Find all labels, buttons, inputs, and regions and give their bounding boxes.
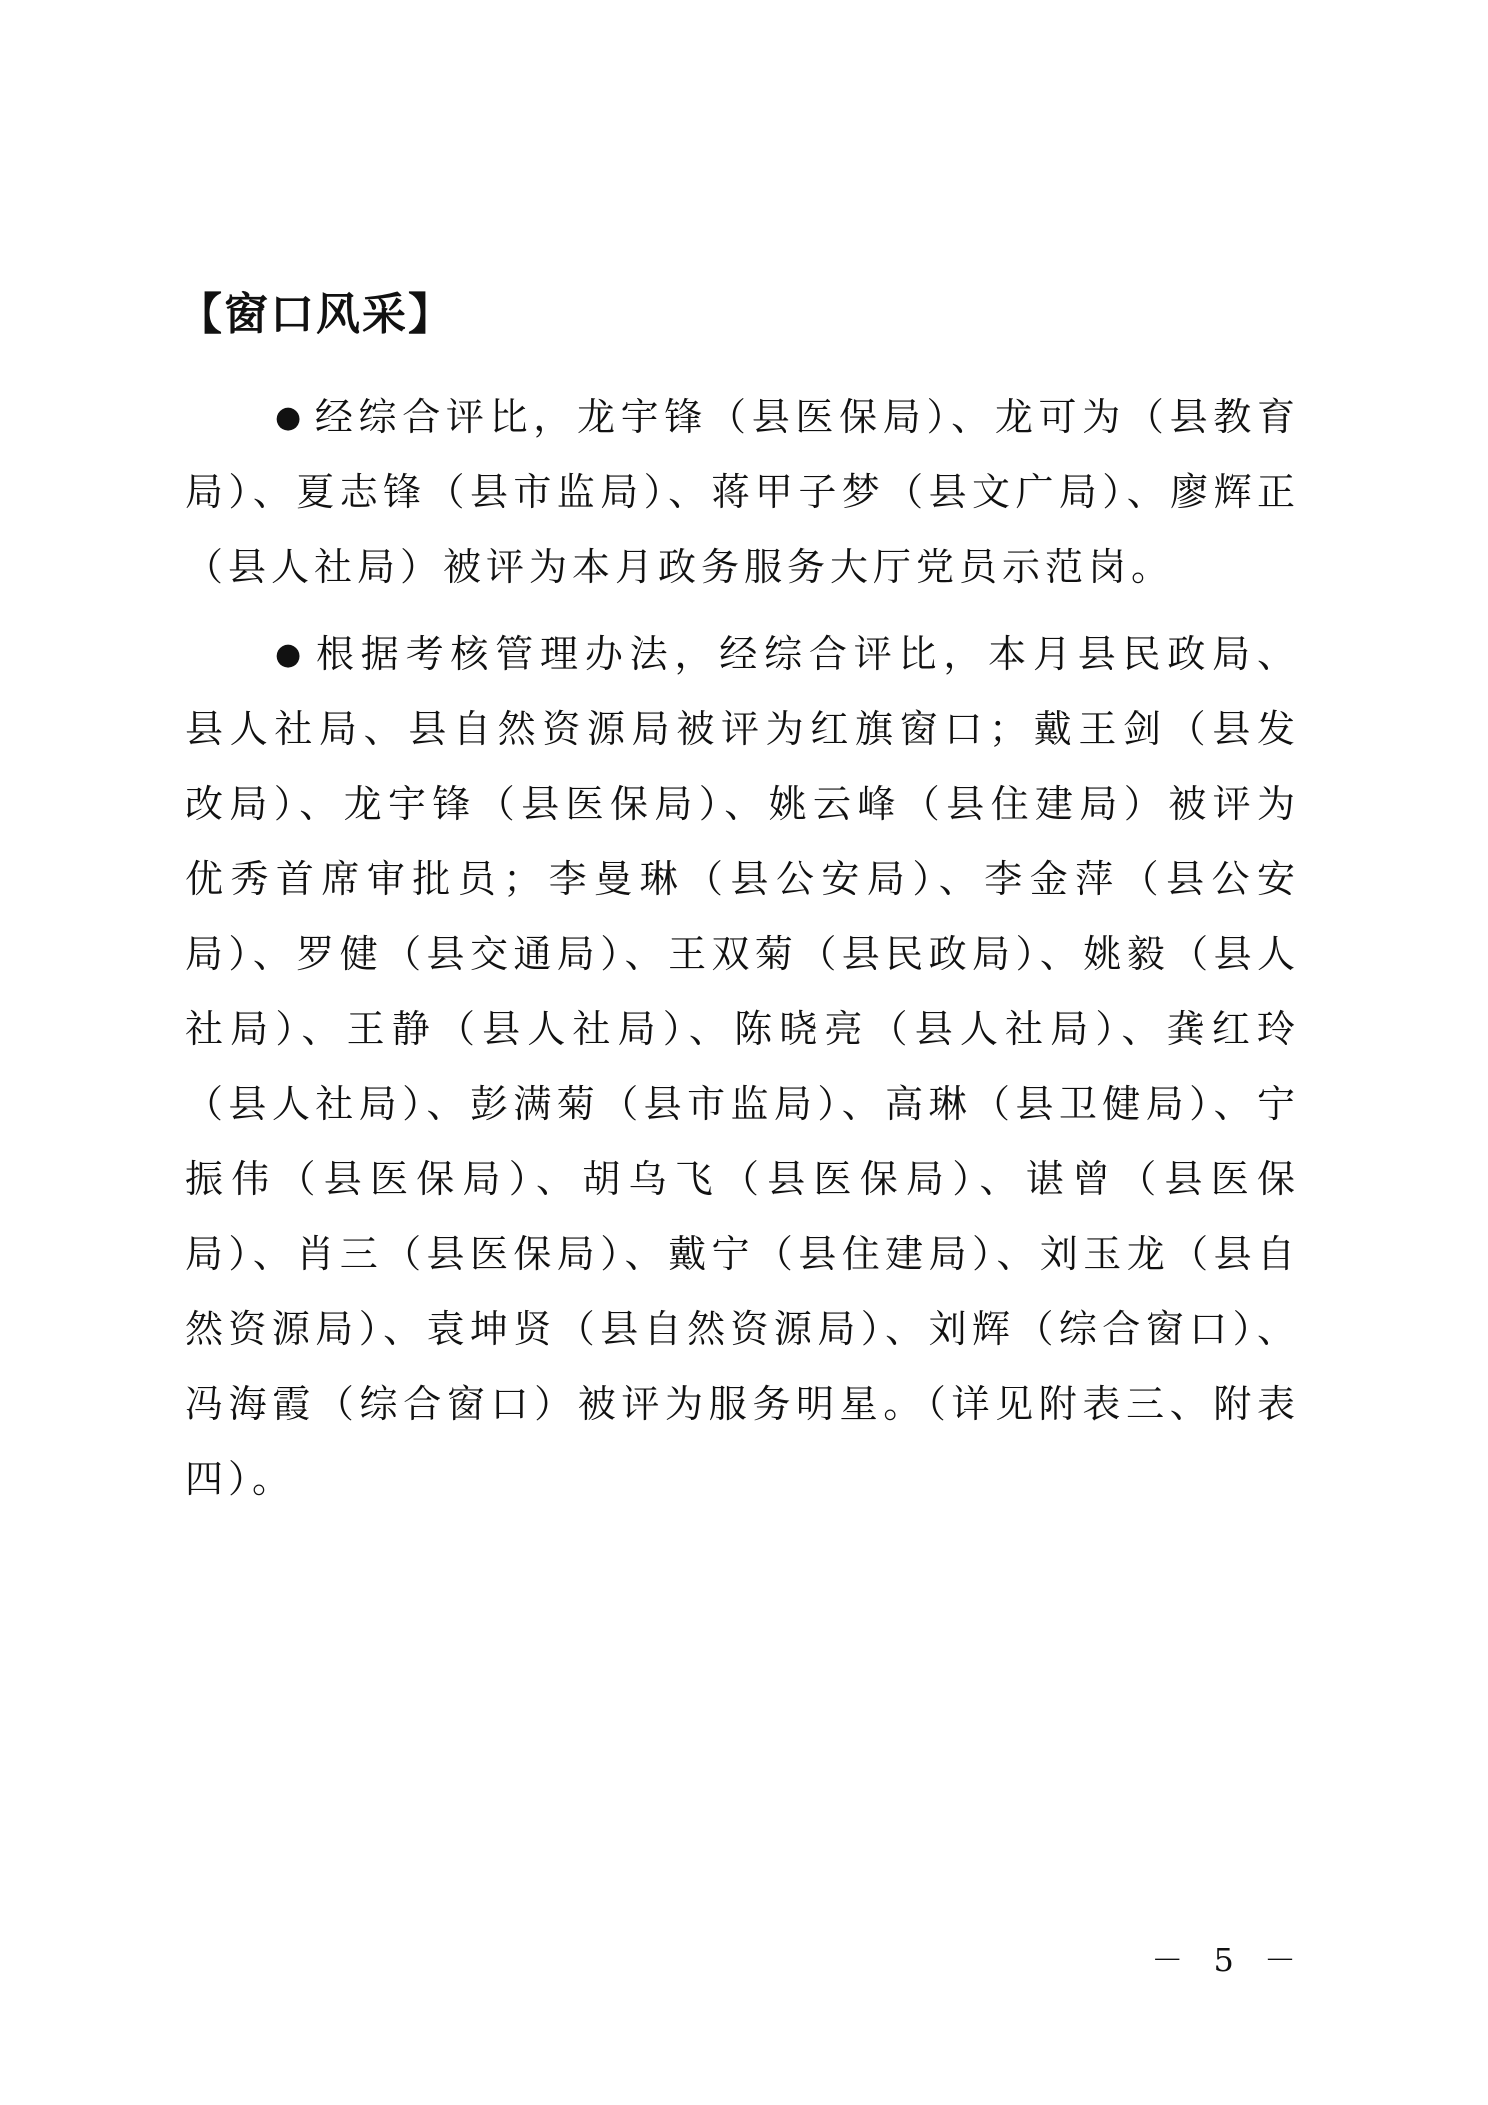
paragraph-red-flag-windows [185,617,1300,1517]
paragraph-party-member-posts [185,380,1300,605]
paragraph-text: 根据考核管理办法，经综合评比，本月县民政局、县人社局、县自然资源局被评为红旗窗口；戴王剑（县发改局）、龙宇锋（县医保局）、姚云峰（县住建局）被评为优秀首席审批员；李曼琳（县公安局）、李金萍（县公安局）、罗健（县交通局）、王双菊（县民政局）、姚毅（县人社局）、王静（县人社局）、陈晓亮（县人社局）、龚红玲（县人社局）、彭满菊（县市监局）、高琳（县卫健局）、宁振伟（县医保局）、胡乌飞（县医保局）、谌曾（县医保局）、肖三（县医保局）、戴宁（县住建局）、刘玉龙（县自然资源局）、袁坤贤（县自然资源局）、刘辉（综合窗口）、冯海霞（综合窗口）被评为服务明星。（详见附表三、附表四）。 [185,632,1300,1501]
page-number: － 5 － [1151,1941,1306,1979]
section-title: 【窗口风采】 [178,289,454,340]
paragraph-text: 经综合评比，龙宇锋（县医保局）、龙可为（县教育局）、夏志锋（县市监局）、蒋甲子梦（县文广局）、廖辉正（县人社局）被评为本月政务服务大厅党员示范岗。 [185,395,1300,589]
bullet-icon: ● [275,400,307,435]
body-text [185,380,1300,1529]
bullet-icon: ● [275,637,307,672]
